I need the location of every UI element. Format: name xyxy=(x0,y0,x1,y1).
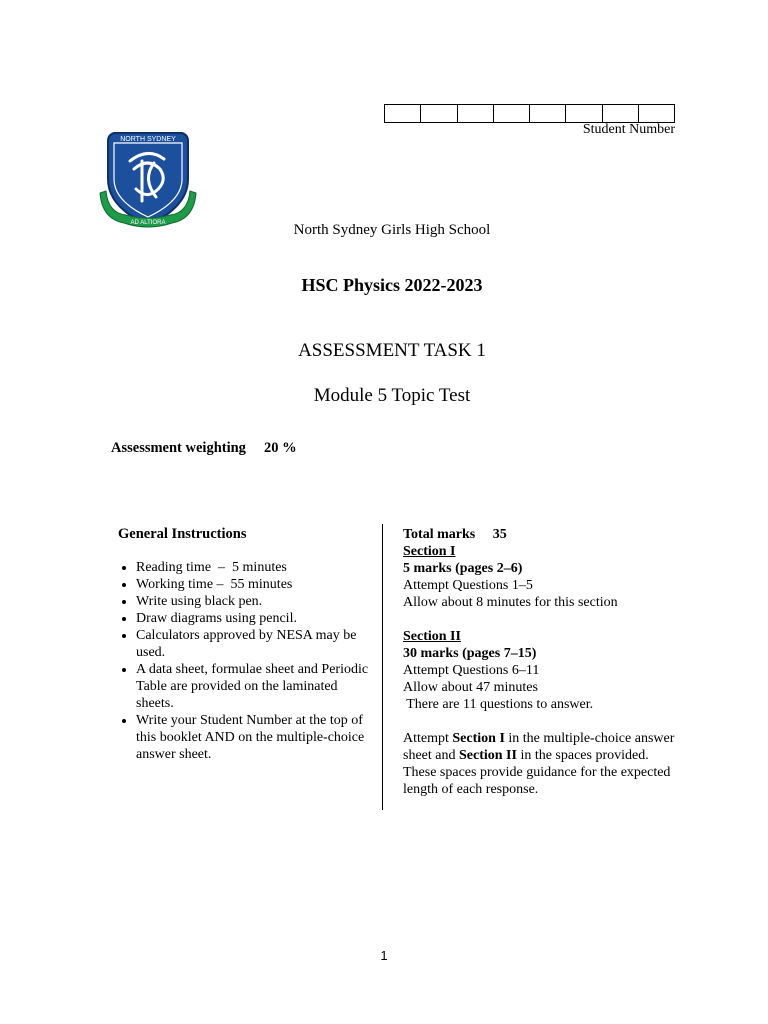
school-crest-logo xyxy=(98,127,198,233)
total-marks-value: 35 xyxy=(492,527,507,542)
sections-summary xyxy=(403,526,678,798)
course-title: HSC Physics 2022-2023 xyxy=(301,275,483,295)
student-number-box[interactable] xyxy=(566,105,602,122)
weighting-value: 20 % xyxy=(263,440,297,456)
note-section2: Section II xyxy=(458,748,517,763)
note-section1: Section I xyxy=(452,731,505,746)
note-text-3: in the spaces provided. These spaces provide guidance for the expected length of each response. xyxy=(403,748,671,797)
topic-title: Module 5 Topic Test xyxy=(313,385,471,406)
instructions-list xyxy=(118,559,376,763)
section2-marks: 30 marks (pages 7–15) xyxy=(403,646,537,661)
section1-attempt: Attempt Questions 1–5 xyxy=(403,578,533,593)
section2-count: There are 11 questions to answer. xyxy=(403,697,594,712)
instruction-item: • Write using black pen. xyxy=(136,593,376,610)
total-marks-label: Total marks xyxy=(403,527,476,542)
section2-heading: Section II xyxy=(403,629,461,644)
crest-text-bottom: AD ALTIORA xyxy=(130,220,166,226)
crest-text-top: NORTH SYDNEY xyxy=(120,136,176,143)
note-text-1: Attempt xyxy=(403,731,453,746)
student-number-box[interactable] xyxy=(421,105,457,122)
note-text-2: in the multiple-choice answer sheet and xyxy=(403,731,675,763)
instruction-item: • Working time – 55 minutes xyxy=(136,576,376,593)
student-number-box[interactable] xyxy=(603,105,639,122)
instruction-item: • Draw diagrams using pencil. xyxy=(136,610,376,627)
total-marks xyxy=(403,526,678,543)
section1-time: Allow about 8 minutes for this section xyxy=(403,595,618,610)
student-number-box[interactable] xyxy=(458,105,494,122)
page-number: 1 xyxy=(380,948,388,963)
general-instructions xyxy=(118,526,376,763)
section2-attempt: Attempt Questions 6–11 xyxy=(403,663,540,678)
student-number-box[interactable] xyxy=(639,105,674,122)
section2-time: Allow about 47 minutes xyxy=(403,680,538,695)
instruction-item: • A data sheet, formulae sheet and Periodic Table are provided on the laminated sheets. xyxy=(136,661,376,712)
section1-heading: Section I xyxy=(403,544,456,559)
student-number-box[interactable] xyxy=(494,105,530,122)
assessment-task-title: ASSESSMENT TASK 1 xyxy=(298,340,486,361)
student-number-label: Student Number xyxy=(582,122,675,137)
student-number-boxes[interactable] xyxy=(384,104,675,123)
weighting-label: Assessment weighting xyxy=(111,440,246,456)
school-name: North Sydney Girls High School xyxy=(293,222,491,238)
instruction-item: • Reading time – 5 minutes xyxy=(136,559,376,576)
general-instructions-heading: General Instructions xyxy=(118,526,247,542)
column-divider xyxy=(382,524,383,810)
instruction-item: • Calculators approved by NESA may be used. xyxy=(136,627,376,661)
student-number-box[interactable] xyxy=(385,105,421,122)
assessment-weighting xyxy=(111,440,297,457)
student-number-box[interactable] xyxy=(530,105,566,122)
instruction-item: • Write your Student Number at the top of this booklet AND on the multiple-choice answer sheet. xyxy=(136,712,376,763)
section1-marks: 5 marks (pages 2–6) xyxy=(403,561,523,576)
answer-note xyxy=(403,730,678,798)
